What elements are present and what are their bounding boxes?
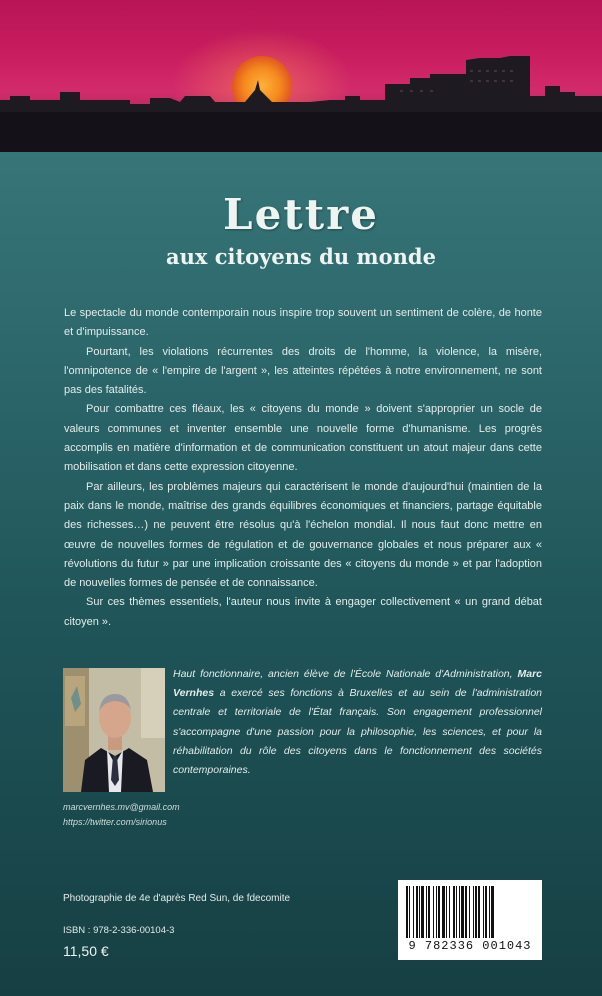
blurb-paragraph: Le spectacle du monde contemporain nous inspire trop souvent un sentiment de colère, de honte et d'impuissance. — [64, 307, 542, 339]
barcode-bar — [456, 886, 457, 938]
barcode-bar — [489, 886, 490, 938]
barcode-bar — [406, 886, 408, 938]
book-subtitle: aux citoyens du monde — [166, 244, 436, 269]
barcode-bar — [465, 886, 467, 938]
isbn: ISBN : 978-2-336-00104-3 — [63, 925, 175, 936]
barcode — [398, 880, 542, 960]
title-block — [0, 190, 602, 269]
blurb-paragraph: Pour combattre ces fléaux, les « citoyens du monde » doivent s'approprier un socle de valeurs communes et inventer ensemble une nouvelle forme d'humanisme. Les progrès accomplis en matière d'information et de communication constituent un atout majeur dans cette mobilisation et dans cette expression citoyenne. — [64, 403, 542, 474]
barcode-bar — [473, 886, 474, 938]
barcode-bar — [426, 886, 427, 938]
barcode-bar — [413, 886, 414, 938]
skyline-illustration — [0, 0, 602, 152]
barcode-bar — [483, 886, 484, 938]
author-bio — [173, 665, 542, 780]
author-contacts — [63, 800, 180, 830]
barcode-bar — [491, 886, 494, 938]
barcode-bar — [428, 886, 430, 938]
blurb-paragraph: Pourtant, les violations récurrentes des droits de l'homme, la violence, la misère, l'omnipotence de « l'empire de l'argent », les atteintes répétées à notre environnement, ne sont pas des fatalités. — [64, 345, 542, 397]
blurb-paragraph: Sur ces thèmes essentiels, l'auteur nous invite à engager collectivement « un grand débat citoyen ». — [64, 596, 542, 628]
barcode-bar — [469, 886, 470, 938]
barcode-bar — [478, 886, 480, 938]
author-email[interactable]: marcvernhes.mv@gmail.com — [63, 802, 180, 812]
barcode-bar — [433, 886, 434, 938]
skyline-base — [0, 112, 602, 152]
barcode-bars — [406, 886, 534, 942]
sunset-skyline-image — [0, 0, 602, 152]
barcode-bar — [449, 886, 450, 938]
author-photo — [63, 668, 165, 792]
barcode-bar — [419, 886, 420, 938]
barcode-bar — [453, 886, 455, 938]
author-twitter[interactable]: https://twitter.com/sirionus — [63, 817, 167, 827]
blurb-paragraph: Par ailleurs, les problèmes majeurs qui caractérisent le monde d'aujourd'hui (maintien de la paix dans le monde, maîtrise des grands équilibres économiques et financiers, partage équitable des richesses…) ne peuvent être résolus qu'à l'échelon mondial. Il nous faut donc mettre en œuvre de nouvelles formes de régulation et de gouvernance globales et nous préparer aux « révolutions du futur » par une implication croissante des « citoyens du monde » et par l'adoption de nouvelles formes de pensée et de connaissance. — [64, 480, 542, 590]
author-name: Marc Vernhes — [173, 668, 543, 700]
price: 11,50 € — [63, 943, 109, 959]
barcode-bar — [416, 886, 418, 938]
barcode-bar — [421, 886, 424, 938]
barcode-bar — [409, 886, 410, 938]
barcode-bar — [442, 886, 445, 938]
barcode-bar — [438, 886, 440, 938]
barcode-bar — [459, 886, 460, 938]
book-title: Lettre — [223, 190, 379, 239]
barcode-bar — [485, 886, 487, 938]
bio-rest: a exercé ses fonctions à Bruxelles et au sein de l'administration centrale et territoriale de l'État français. Son engagement professionnel s'accompagne d'une passion pour la philosophie, les sciences, et pour la réhabilitation du rôle des citoyens dans le fonctionnement des sociétés contemporaines. — [173, 687, 542, 777]
photo-credit: Photographie de 4e d'après Red Sun, de fdecomite — [63, 893, 291, 904]
barcode-number: 9 782336 001043 — [408, 939, 532, 953]
author-portrait — [63, 668, 165, 792]
barcode-bar — [436, 886, 437, 938]
barcode-bar — [446, 886, 447, 938]
bio-intro: Haut fonctionnaire, ancien élève de l'École Nationale d'Administration, — [173, 668, 513, 680]
barcode-bar — [475, 886, 477, 938]
barcode-bar — [461, 886, 464, 938]
blurb-text — [64, 304, 542, 632]
